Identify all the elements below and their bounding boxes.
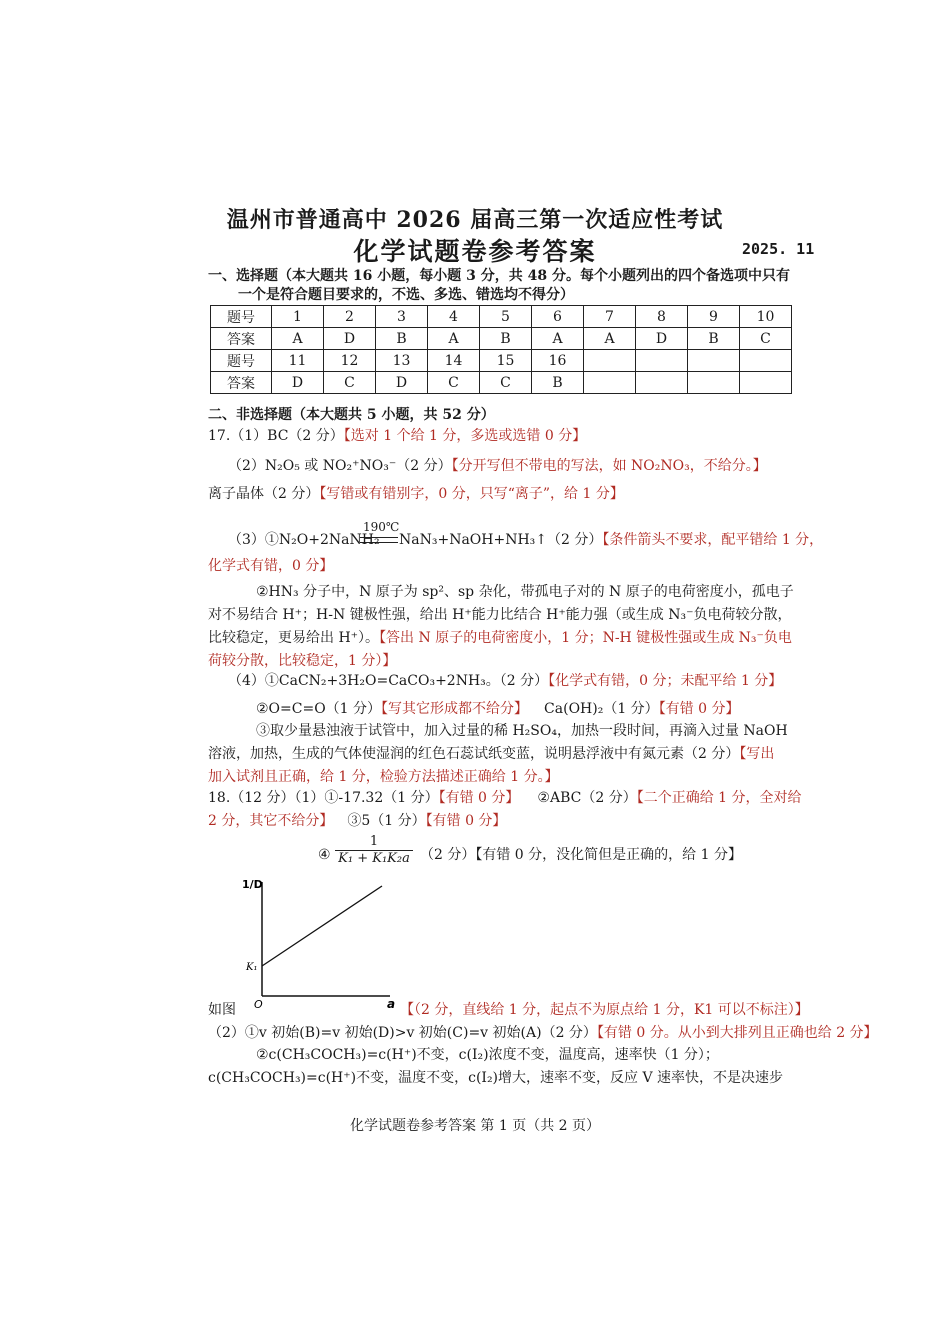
table-cell: C [428,372,480,394]
exam-date: 2025. 11 [742,240,815,258]
q18-fraction [335,834,413,866]
table-cell: 11 [272,350,324,372]
table-row-header: 答案 [211,328,272,350]
table-cell: C [740,328,792,350]
table-row-header: 题号 [211,306,272,328]
q17-part3-red-cont: 化学式有错，0 分】 [208,558,334,574]
table-cell: D [376,372,428,394]
table-cell [636,372,688,394]
table-cell: 1 [272,306,324,328]
table-cell: B [376,328,428,350]
table-cell: 4 [428,306,480,328]
table-cell: 7 [584,306,636,328]
q17-part4-3-l2: 溶液，加热，生成的气体使湿润的红色石蕊试纸变蓝，说明悬浮液中有氮元素（2 分）【写出 [208,746,775,762]
q17-part4-2: ②O=C=O（1 分）【写其它形成都不给分】 Ca(OH)₂（1 分）【有错 0 分】 [256,701,740,717]
reaction-condition: 190℃ [363,520,400,534]
q17-part2: （2）N₂O₅ 或 NO₂⁺NO₃⁻（2 分）【分开写但不带电的写法，如 NO₂NO₃，不给分。】 [228,458,767,474]
q18-line3-tail: （2 分）【有错 0 分，没化简但是正确的，给 1 分】 [420,847,742,863]
q17-part3-2-l3: 比较稳定，更易给出 H⁺）。【答出 N 原子的电荷密度小，1 分；N-H 键极性强或生成 N₃⁻负电 [208,630,792,646]
table-row [211,350,792,372]
fraction-denominator: K₁ + K₁K₂a [338,851,410,866]
table-cell [688,350,740,372]
fraction-numerator: 1 [335,834,413,851]
q17-part3-2-l2: 对不易结合 H⁺；H-N 键极性强，给出 H⁺能力比结合 H⁺能力强（或生成 N₃⁻负电荷较分散， [208,607,792,623]
table-cell: 6 [532,306,584,328]
q17-part3-2-l4: 荷较分散，比较稳定，1 分）】 [208,653,397,669]
table-cell: A [532,328,584,350]
table-row [211,372,792,394]
q17-part4-3-l1: ③取少量悬浊液于试管中，加入过量的稀 H₂SO₄，加热一段时间，再滴入过量 NaOH [256,723,788,739]
table-cell [740,372,792,394]
table-cell: 10 [740,306,792,328]
table-cell: D [272,372,324,394]
table-cell: 8 [636,306,688,328]
table-cell: C [324,372,376,394]
graph-y-label: 1/D [242,878,263,891]
table-cell [740,350,792,372]
table-cell [636,350,688,372]
page-footer: 化学试题卷参考答案 第 1 页（共 2 页） [349,1118,601,1134]
q17-part2b: 离子晶体（2 分）【写错或有错别字，0 分，只写“离子”，给 1 分】 [208,486,624,502]
table-row [211,306,792,328]
graph-origin-label: O [254,998,263,1010]
table-cell: 9 [688,306,740,328]
table-cell [584,372,636,394]
section1-heading: 一、选择题（本大题共 16 小题，每小题 3 分，共 48 分。每个小题列出的四个备选项中只有 [208,268,790,284]
exam-title: 温州市普通高中 2026 届高三第一次适应性考试 [226,207,724,233]
table-cell: B [532,372,584,394]
q18-part2-l1: （2）①v 初始(B)=v 初始(D)>v 初始(C)=v 初始(A)（2 分）【有错 0 分。从小到大排列且正确也给 2 分】 [208,1025,878,1041]
q18-part2-l3: c(CH₃COCH₃)=c(H⁺)不变，温度不变，c(I₂)增大，速率不变，反应 V 速率快，不是决速步 [208,1070,784,1086]
q18-circle-4: ④ [318,847,331,863]
table-cell: A [272,328,324,350]
q17-part4-1: （4）①CaCN₂+3H₂O=CaCO₃+2NH₃。（2 分）【化学式有错，0 分；未配平给 1 分】 [228,673,783,689]
q18-rutu: 如图 [208,1002,236,1018]
q17-part3-eq-right: NaN₃+NaOH+NH₃↑（2 分）【条件箭头不要求，配平错给 1 分， [399,532,824,548]
table-cell: 2 [324,306,376,328]
graph-k1-label: K₁ [246,962,258,973]
graph-x-label: a [387,997,396,1010]
section2-heading: 二、非选择题（本大题共 5 小题，共 52 分） [208,407,495,423]
table-cell [584,350,636,372]
q17-part4-3-l3: 加入试剂且正确，给 1 分，检验方法描述正确给 1 分。】 [208,769,559,785]
q18-line2: 2 分，其它不给分】 ③5（1 分）【有错 0 分】 [208,813,507,829]
table-cell: D [636,328,688,350]
answer-table [210,305,792,394]
table-cell: 15 [480,350,532,372]
table-cell: C [480,372,532,394]
table-row [211,328,792,350]
graph-line [262,886,382,966]
q17-part3-eq-left: （3）①N₂O+2NaNH₂ [228,532,380,548]
section1-heading-cont: 一个是符合题目要求的，不选、多选、错选均不得分） [238,287,574,303]
table-cell: A [428,328,480,350]
table-cell: B [480,328,532,350]
q18-graph [230,870,410,1010]
q17-part1: 17.（1）BC（2 分）【选对 1 个给 1 分，多选或选错 0 分】 [208,428,587,444]
q18-rutu-red: 【（2 分，直线给 1 分，起点不为原点给 1 分，K1 可以不标注）】 [400,1002,809,1018]
table-cell: 14 [428,350,480,372]
table-cell: 12 [324,350,376,372]
table-cell: B [688,328,740,350]
table-cell: D [324,328,376,350]
table-cell: 16 [532,350,584,372]
q17-part3-2-l1: ②HN₃ 分子中，N 原子为 sp²、sp 杂化，带孤电子对的 N 原子的电荷密度小，孤电子 [256,584,794,600]
answer-title: 化学试题卷参考答案 [353,237,597,266]
q18-part2-l2: ②c(CH₃COCH₃)=c(H⁺)不变，c(I₂)浓度不变，温度高，速率快（1 分）； [256,1047,719,1063]
table-cell: 3 [376,306,428,328]
table-cell [688,372,740,394]
table-row-header: 答案 [211,372,272,394]
q18-line1: 18.（12 分）（1）①-17.32（1 分）【有错 0 分】 ②ABC（2 分）【二个正确给 1 分，全对给 [208,790,802,806]
table-cell: A [584,328,636,350]
table-cell: 13 [376,350,428,372]
table-cell: 5 [480,306,532,328]
table-row-header: 题号 [211,350,272,372]
